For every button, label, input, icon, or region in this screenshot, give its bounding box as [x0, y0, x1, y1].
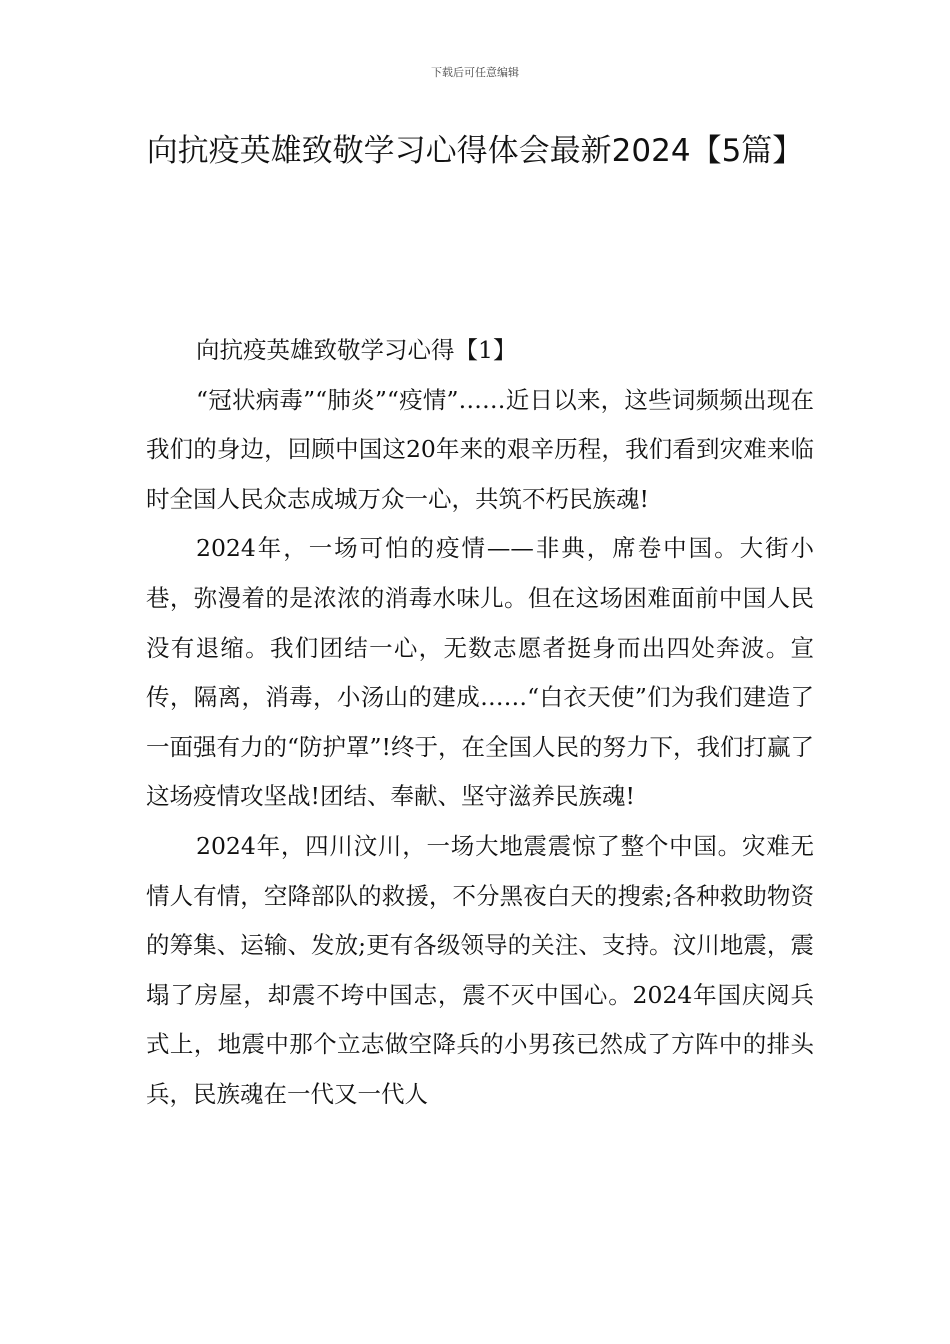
section-heading: 向抗疫英雄致敬学习心得【1】 — [196, 336, 517, 364]
paragraph-1: “冠状病毒”“肺炎”“疫情”……近日以来，这些词频频出现在我们的身边，回顾中国这20年来的艰辛历程，我们看到灾难来临时全国人民众志成城万众一心，共筑不朽民族魂! — [146, 385, 814, 513]
paragraph-3: 2024年，四川汶川，一场大地震震惊了整个中国。灾难无情人有情，空降部队的救援，不分黑夜白天的搜索;各种救助物资的筹集、运输、发放;更有各级领导的关注、支持。汶川地震，震塌了房屋，却震不垮中国志，震不灭中国心。2024年国庆阅兵式上，地震中那个立志做空降兵的小男孩已然成了方阵中的排头兵，民族魂在一代又一代人 — [146, 831, 814, 1108]
paragraph-2: 2024年，一场可怕的疫情——非典，席卷中国。大街小巷，弥漫着的是浓浓的消毒水味儿。但在这场困难面前中国人民没有退缩。我们团结一心，无数志愿者挺身而出四处奔波。宣传，隔离，消毒，小汤山的建成……“白衣天使”们为我们建造了一面强有力的“防护罩”!终于，在全国人民的努力下，我们打赢了这场疫情攻坚战!团结、奉献、坚守滋养民族魂! — [146, 534, 814, 811]
document-title: 向抗疫英雄致敬学习心得体会最新2024【5篇】 — [146, 133, 804, 169]
document-body — [146, 326, 814, 1120]
header-note: 下载后可任意编辑 — [431, 66, 519, 79]
